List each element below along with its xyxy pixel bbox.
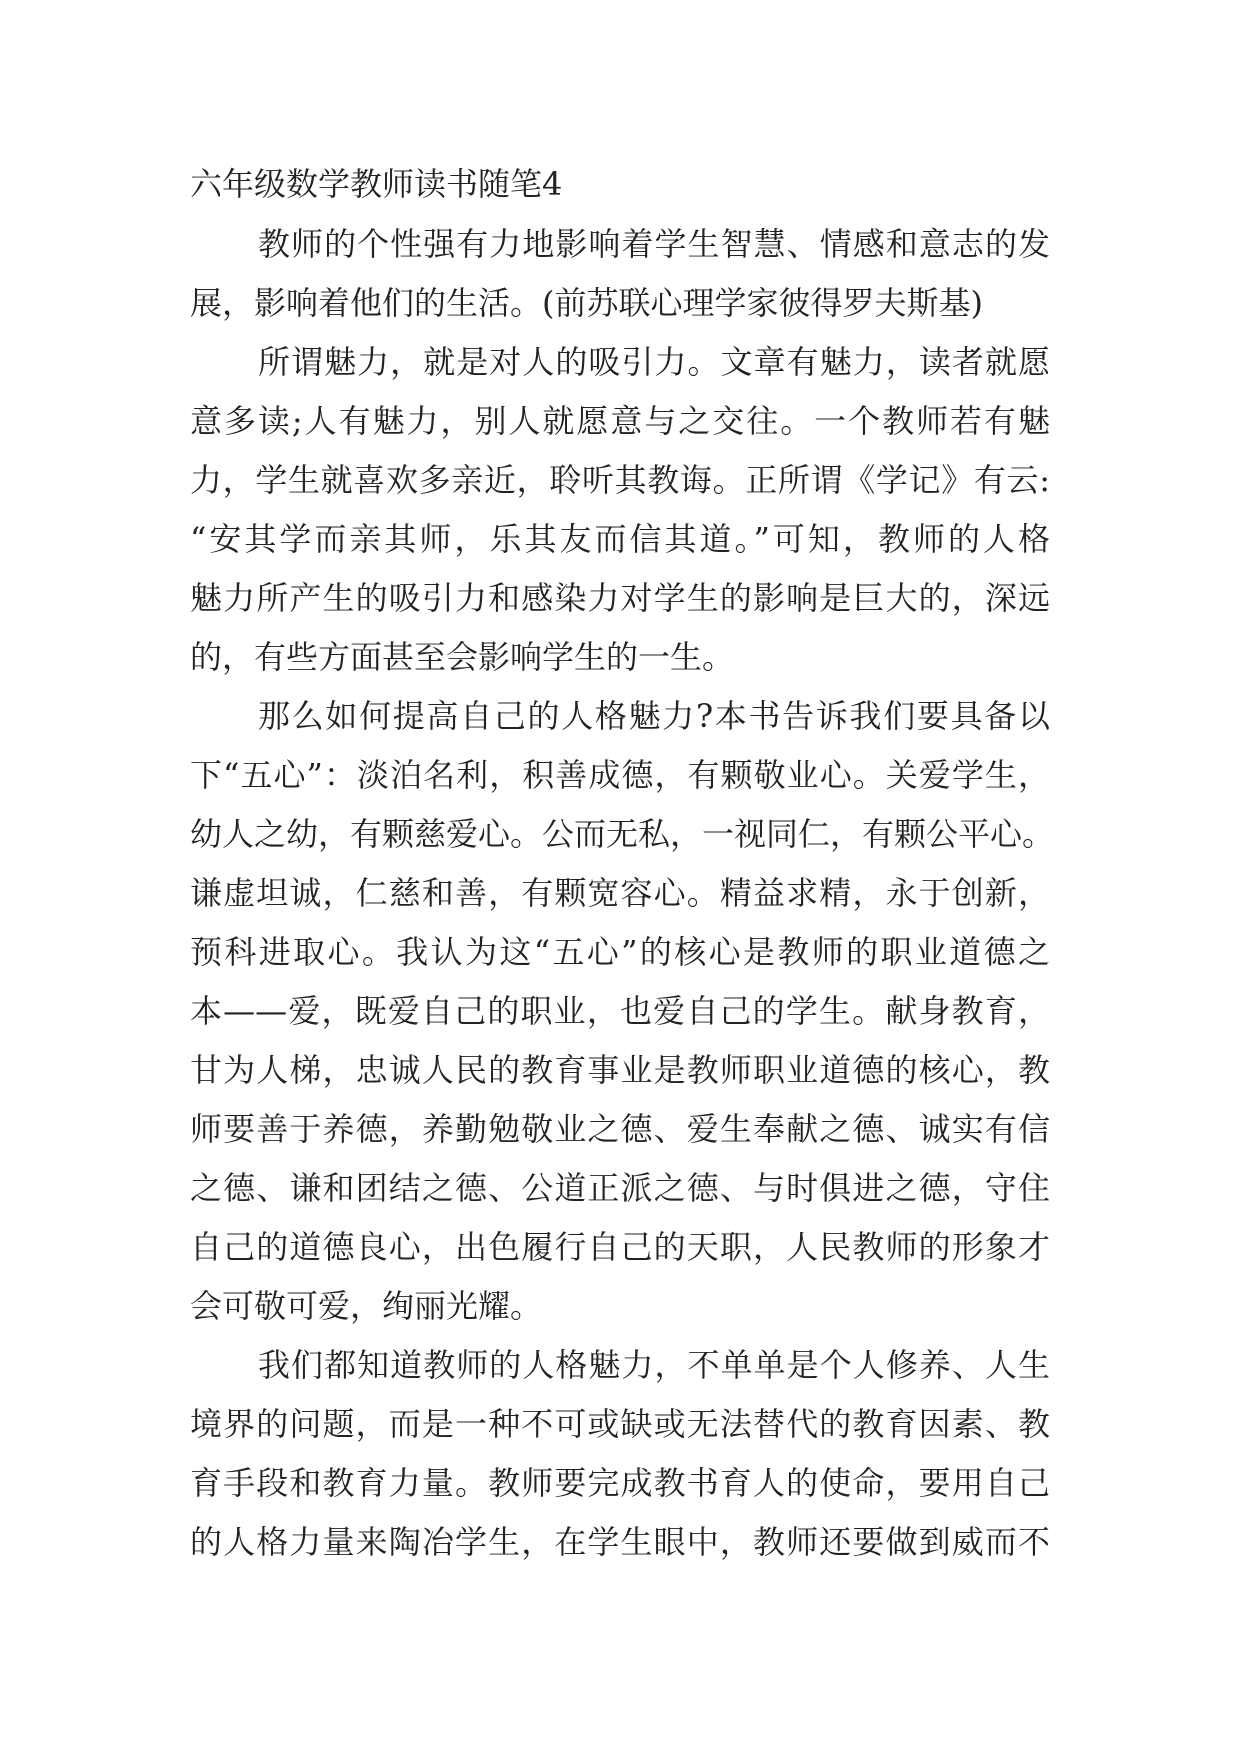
text-line: 力，学生就喜欢多亲近，聆听其教诲。正所谓《学记》有云: (190, 461, 1050, 499)
document-title: 六年级数学教师读书随笔4 (190, 165, 563, 203)
text-line: 自己的道德良心，出色履行自己的天职，人民教师的形象才 (190, 1228, 1050, 1266)
text-line: 我们都知道教师的人格魅力，不单单是个人修养、人生 (258, 1346, 1050, 1384)
text-line: 甘为人梯，忠诚人民的教育事业是教师职业道德的核心，教 (190, 1051, 1050, 1089)
text-line: 谦虚坦诚，仁慈和善，有颗宽容心。精益求精，永于创新， (190, 874, 1050, 912)
text-line: 的人格力量来陶冶学生，在学生眼中，教师还要做到威而不 (190, 1523, 1050, 1561)
text-line: 所谓魅力，就是对人的吸引力。文章有魅力，读者就愿 (258, 343, 1050, 381)
text-line: 师要善于养德，养勤勉敬业之德、爱生奉献之德、诚实有信 (190, 1110, 1050, 1148)
text-line: 境界的问题，而是一种不可或缺或无法替代的教育因素、教 (190, 1405, 1050, 1443)
text-line: 之德、谦和团结之德、公道正派之德、与时俱进之德，守住 (190, 1169, 1050, 1207)
text-line: 育手段和教育力量。教师要完成教书育人的使命，要用自己 (190, 1464, 1050, 1502)
text-line: 那么如何提高自己的人格魅力?本书告诉我们要具备以 (258, 697, 1050, 735)
text-line: 意多读;人有魅力，别人就愿意与之交往。一个教师若有魅 (190, 402, 1050, 440)
text-line: 预科进取心。我认为这“五心”的核心是教师的职业道德之 (190, 933, 1050, 971)
text-line: 下“五心”：淡泊名利，积善成德，有颗敬业心。关爱学生， (190, 756, 1050, 794)
text-line: “安其学而亲其师，乐其友而信其道。”可知，教师的人格 (190, 520, 1050, 558)
text-line: 会可敬可爱，绚丽光耀。 (190, 1287, 543, 1325)
text-line: 幼人之幼，有颗慈爱心。公而无私，一视同仁，有颗公平心。 (190, 815, 1055, 853)
text-line: 展，影响着他们的生活。(前苏联心理学家彼得罗夫斯基) (190, 284, 983, 322)
text-line: 本——爱，既爱自己的职业，也爱自己的学生。献身教育， (190, 992, 1050, 1030)
text-line: 魅力所产生的吸引力和感染力对学生的影响是巨大的，深远 (190, 579, 1050, 617)
text-line: 的，有些方面甚至会影响学生的一生。 (190, 638, 735, 676)
text-line: 教师的个性强有力地影响着学生智慧、情感和意志的发 (258, 225, 1050, 263)
